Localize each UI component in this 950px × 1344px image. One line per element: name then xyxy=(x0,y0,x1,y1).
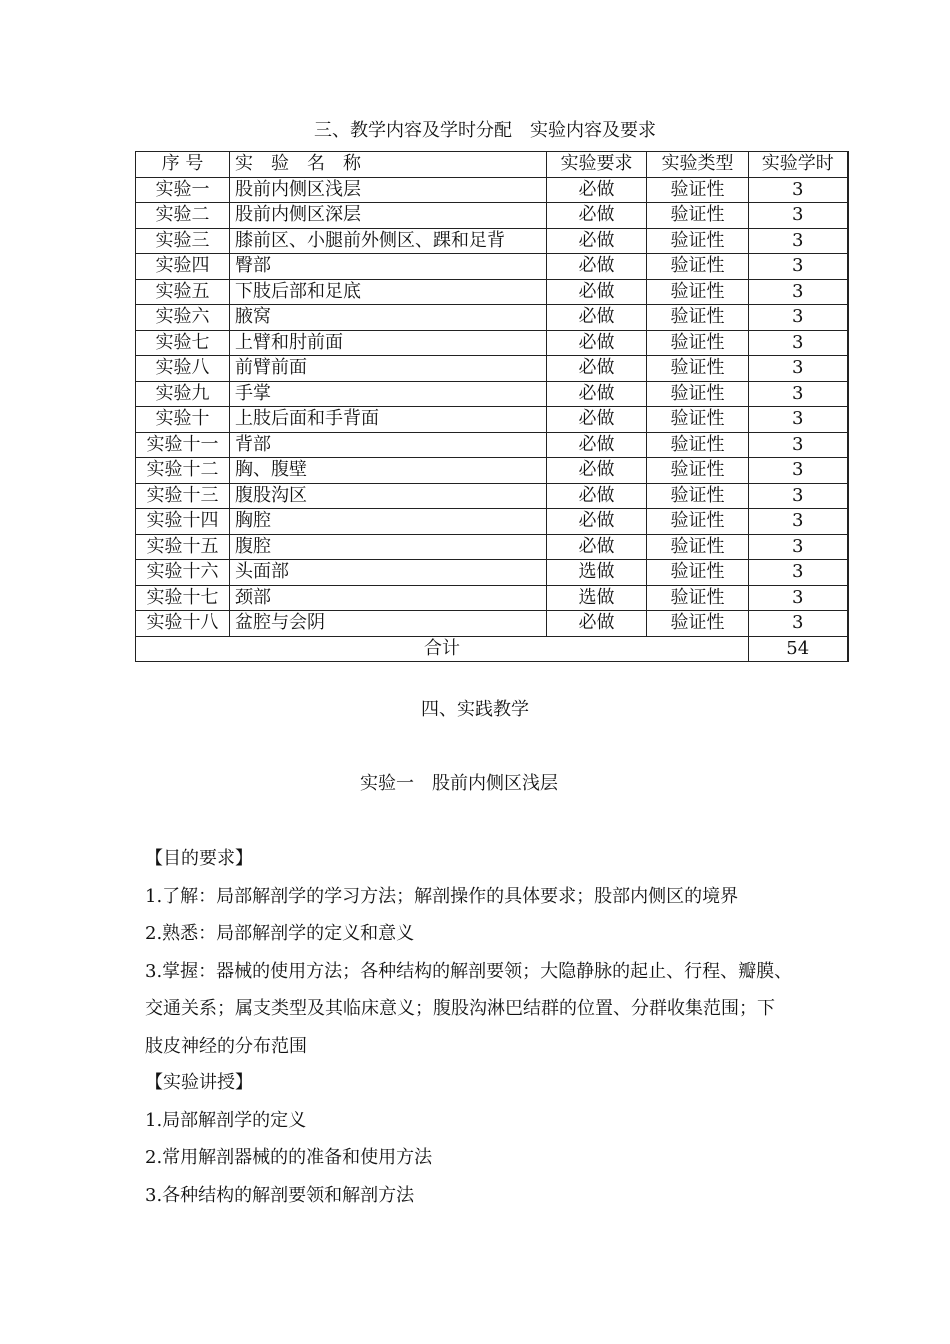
cell-requirement: 必做 xyxy=(547,407,647,433)
cell-seq: 实验七 xyxy=(136,330,230,356)
cell-name: 上肢后面和手背面 xyxy=(230,407,547,433)
cell-type: 验证性 xyxy=(647,203,749,229)
table-row xyxy=(136,330,848,356)
cell-requirement: 必做 xyxy=(547,458,647,484)
cell-requirement: 必做 xyxy=(547,305,647,331)
cell-hours: 3 xyxy=(749,228,848,254)
table-header-row xyxy=(136,152,848,178)
goals-item-3-line-3: 肢皮神经的分布范围 xyxy=(145,1035,307,1057)
cell-name: 前臂前面 xyxy=(230,356,547,382)
total-hours: 54 xyxy=(749,636,848,662)
cell-type: 验证性 xyxy=(647,279,749,305)
goals-item-2: 2.熟悉：局部解剖学的定义和意义 xyxy=(145,923,415,944)
cell-requirement: 必做 xyxy=(547,509,647,535)
cell-requirement: 必做 xyxy=(547,330,647,356)
cell-seq: 实验十四 xyxy=(136,509,230,535)
cell-hours: 3 xyxy=(749,381,848,407)
cell-name: 上臂和肘前面 xyxy=(230,330,547,356)
cell-name: 背部 xyxy=(230,432,547,458)
cell-type: 验证性 xyxy=(647,611,749,637)
cell-hours: 3 xyxy=(749,203,848,229)
cell-name: 股前内侧区浅层 xyxy=(230,177,547,203)
cell-hours: 3 xyxy=(749,560,848,586)
table-row xyxy=(136,177,848,203)
cell-name: 胸腔 xyxy=(230,509,547,535)
cell-requirement: 必做 xyxy=(547,228,647,254)
cell-name: 头面部 xyxy=(230,560,547,586)
cell-requirement: 必做 xyxy=(547,177,647,203)
cell-type: 验证性 xyxy=(647,585,749,611)
cell-name: 腹腔 xyxy=(230,534,547,560)
cell-hours: 3 xyxy=(749,356,848,382)
cell-seq: 实验十 xyxy=(136,407,230,433)
cell-type: 验证性 xyxy=(647,305,749,331)
goals-item-1: 1.了解：局部解剖学的学习方法；解剖操作的具体要求；股部内侧区的境界 xyxy=(145,885,739,907)
cell-name: 腋窝 xyxy=(230,305,547,331)
cell-type: 验证性 xyxy=(647,509,749,535)
cell-hours: 3 xyxy=(749,254,848,280)
header-type: 实验类型 xyxy=(647,152,749,178)
table-row xyxy=(136,534,848,560)
cell-seq: 实验四 xyxy=(136,254,230,280)
cell-type: 验证性 xyxy=(647,177,749,203)
cell-type: 验证性 xyxy=(647,254,749,280)
cell-hours: 3 xyxy=(749,611,848,637)
cell-requirement: 必做 xyxy=(547,279,647,305)
section4-title: 四、实践教学 xyxy=(421,699,529,720)
cell-type: 验证性 xyxy=(647,330,749,356)
cell-seq: 实验十三 xyxy=(136,483,230,509)
cell-seq: 实验八 xyxy=(136,356,230,382)
cell-name: 下肢后部和足底 xyxy=(230,279,547,305)
cell-type: 验证性 xyxy=(647,407,749,433)
cell-type: 验证性 xyxy=(647,560,749,586)
cell-seq: 实验二 xyxy=(136,203,230,229)
teaching-section xyxy=(145,1064,825,1214)
cell-name: 臀部 xyxy=(230,254,547,280)
cell-seq: 实验五 xyxy=(136,279,230,305)
cell-seq: 实验九 xyxy=(136,381,230,407)
cell-hours: 3 xyxy=(749,177,848,203)
cell-seq: 实验六 xyxy=(136,305,230,331)
cell-type: 验证性 xyxy=(647,534,749,560)
cell-seq: 实验十六 xyxy=(136,560,230,586)
table-row xyxy=(136,432,848,458)
teaching-heading: 【实验讲授】 xyxy=(145,1072,253,1093)
cell-type: 验证性 xyxy=(647,381,749,407)
experiment1-title: 实验一 股前内侧区浅层 xyxy=(360,773,558,794)
cell-requirement: 选做 xyxy=(547,585,647,611)
cell-seq: 实验一 xyxy=(136,177,230,203)
cell-requirement: 必做 xyxy=(547,356,647,382)
table-row xyxy=(136,407,848,433)
cell-name: 手掌 xyxy=(230,381,547,407)
cell-requirement: 必做 xyxy=(547,432,647,458)
cell-hours: 3 xyxy=(749,458,848,484)
cell-type: 验证性 xyxy=(647,458,749,484)
table-row xyxy=(136,509,848,535)
goals-section xyxy=(145,840,825,1065)
table-row xyxy=(136,458,848,484)
teaching-item-2: 2.常用解剖器械的的准备和使用方法 xyxy=(145,1147,433,1168)
cell-seq: 实验十五 xyxy=(136,534,230,560)
table-row xyxy=(136,585,848,611)
cell-hours: 3 xyxy=(749,279,848,305)
cell-hours: 3 xyxy=(749,585,848,611)
cell-seq: 实验十一 xyxy=(136,432,230,458)
cell-seq: 实验十八 xyxy=(136,611,230,637)
cell-requirement: 必做 xyxy=(547,611,647,637)
table-row xyxy=(136,560,848,586)
cell-hours: 3 xyxy=(749,509,848,535)
teaching-item-3: 3.各种结构的解剖要领和解剖方法 xyxy=(145,1184,415,1206)
table-row xyxy=(136,203,848,229)
cell-requirement: 必做 xyxy=(547,254,647,280)
cell-hours: 3 xyxy=(749,432,848,458)
table-row xyxy=(136,305,848,331)
experiment-table xyxy=(135,151,849,662)
cell-name: 股前内侧区深层 xyxy=(230,203,547,229)
table-row xyxy=(136,381,848,407)
table-row xyxy=(136,228,848,254)
cell-requirement: 必做 xyxy=(547,381,647,407)
cell-seq: 实验三 xyxy=(136,228,230,254)
table-row xyxy=(136,611,848,637)
table-row xyxy=(136,254,848,280)
cell-seq: 实验十七 xyxy=(136,585,230,611)
cell-hours: 3 xyxy=(749,534,848,560)
cell-hours: 3 xyxy=(749,483,848,509)
cell-seq: 实验十二 xyxy=(136,458,230,484)
table-row xyxy=(136,279,848,305)
header-name: 实 验 名 称 xyxy=(230,152,547,178)
header-seq: 序 号 xyxy=(136,152,230,178)
cell-name: 颈部 xyxy=(230,585,547,611)
cell-type: 验证性 xyxy=(647,483,749,509)
header-hours: 实验学时 xyxy=(749,152,848,178)
cell-requirement: 选做 xyxy=(547,560,647,586)
cell-name: 腹股沟区 xyxy=(230,483,547,509)
cell-hours: 3 xyxy=(749,330,848,356)
cell-requirement: 必做 xyxy=(547,203,647,229)
cell-requirement: 必做 xyxy=(547,483,647,509)
cell-hours: 3 xyxy=(749,407,848,433)
total-label: 合计 xyxy=(136,636,749,662)
cell-type: 验证性 xyxy=(647,228,749,254)
table-row xyxy=(136,483,848,509)
goals-heading: 【目的要求】 xyxy=(145,848,253,869)
cell-name: 胸、腹壁 xyxy=(230,458,547,484)
goals-item-3-line-1: 3.掌握：器械的使用方法；各种结构的解剖要领；大隐静脉的起止、行程、瓣膜、 xyxy=(145,960,793,982)
cell-requirement: 必做 xyxy=(547,534,647,560)
goals-item-3-line-2: 交通关系；属支类型及其临床意义；腹股沟淋巴结群的位置、分群收集范围；下 xyxy=(145,998,775,1019)
header-requirement: 实验要求 xyxy=(547,152,647,178)
cell-type: 验证性 xyxy=(647,432,749,458)
cell-type: 验证性 xyxy=(647,356,749,382)
teaching-item-1: 1.局部解剖学的定义 xyxy=(145,1109,307,1131)
cell-name: 盆腔与会阴 xyxy=(230,611,547,637)
cell-name: 膝前区、小腿前外侧区、踝和足背 xyxy=(230,228,547,254)
cell-hours: 3 xyxy=(749,305,848,331)
section3-title: 三、教学内容及学时分配 实验内容及要求 xyxy=(314,120,656,141)
table-row xyxy=(136,356,848,382)
table-total-row xyxy=(136,636,848,662)
